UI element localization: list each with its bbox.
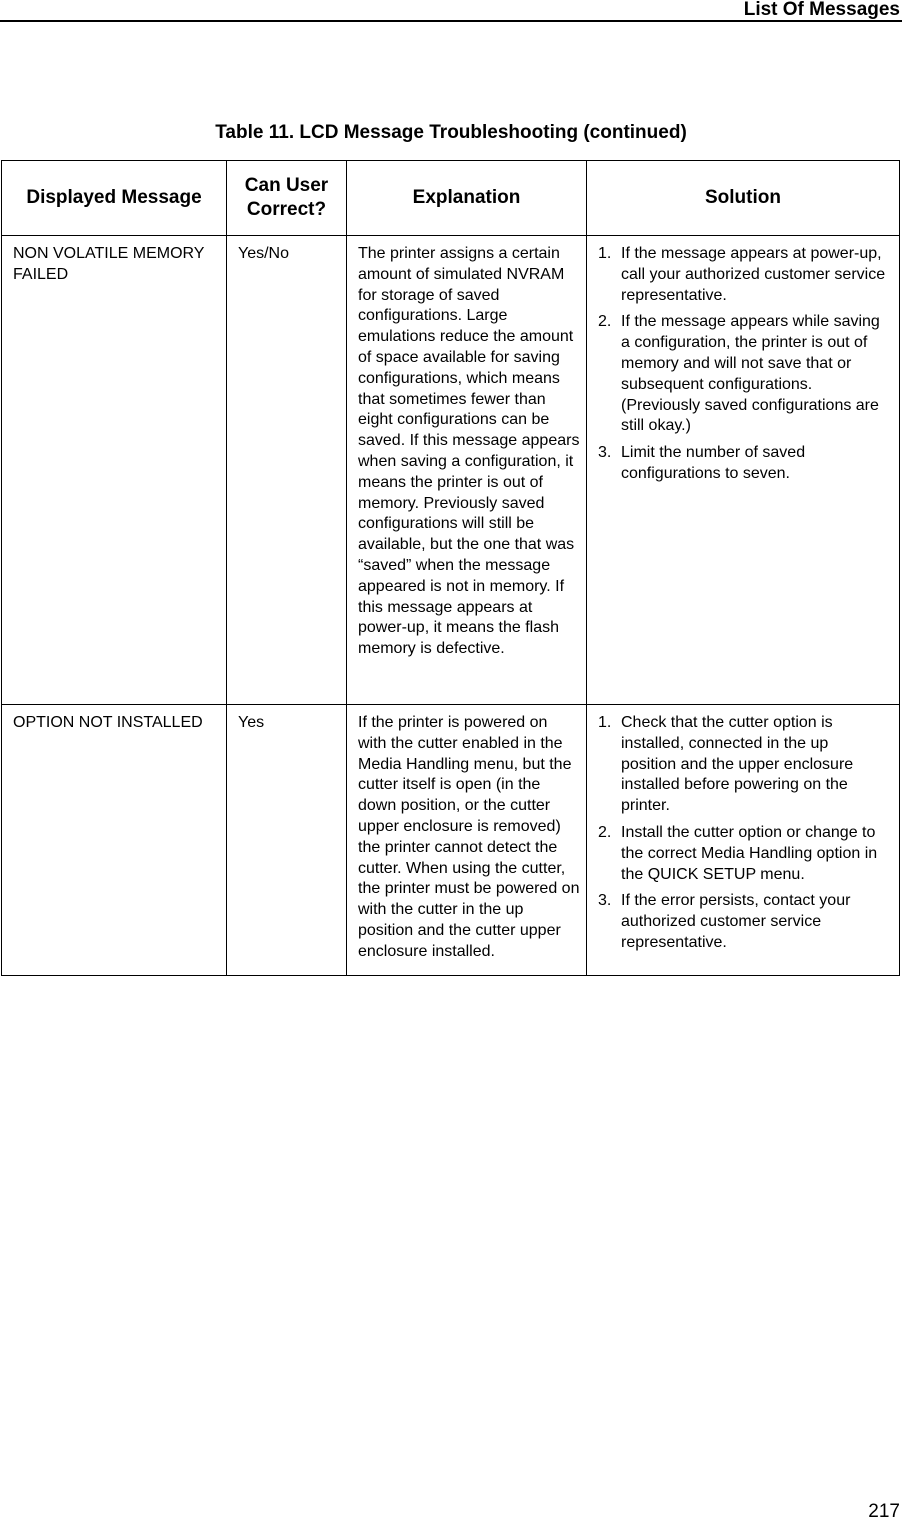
page-number: 217 [868,1501,900,1522]
solution-step [598,823,887,885]
step-text: If the message appears at power-up, call your authorized customer service representative. [621,245,886,304]
step-number: 3. [598,892,612,910]
step-number: 3. [598,444,612,462]
column-header-displayed-message: Displayed Message [2,161,227,236]
table-row [2,705,900,976]
solution-step [598,312,887,437]
column-header-explanation: Explanation [347,161,587,236]
cell-displayed-message: NON VOLATILE MEMORY FAILED [2,236,227,705]
solution-step [598,443,887,485]
step-number: 2. [598,313,612,331]
column-header-solution: Solution [587,161,900,236]
solution-step [598,244,887,306]
cell-solution [587,705,900,976]
cell-explanation: If the printer is powered on with the cutter enabled in the Media Handling menu, but the cutter itself is open (in the down position, or the cutter upper enclosure is removed) the printer cannot detect the cutter. When using the cutter, the printer must be powered on with the cutter in the up position and the cutter upper enclosure installed. [347,705,587,976]
step-text: Limit the number of saved configurations to seven. [621,444,806,482]
solution-list [598,244,887,485]
table-title: Table 11. LCD Message Troubleshooting (continued) [215,122,687,143]
step-text: If the error persists, contact your authorized customer service representative. [621,892,851,951]
column-header-can-user-correct: Can User Correct? [227,161,347,236]
table-header-row [2,161,900,236]
header-rule [0,20,902,22]
step-number: 1. [598,245,612,262]
cell-displayed-message: OPTION NOT INSTALLED [2,705,227,976]
step-number: 2. [598,823,612,841]
cell-explanation: The printer assigns a certain amount of simulated NVRAM for storage of saved configurations. Large emulations reduce the amount of space available for saving configurations, which means that sometimes fewer than eight configurations can be saved. If this message appears when saving a configuration, it means the printer is out of memory. Previously saved configurations will still be available, but the one that was “saved” when the message appeared is not in memory. If this message appears at power-up, it means the flash memory is defective. [347,236,587,705]
solution-step [598,891,887,953]
step-text: Check that the cutter option is installed, connected in the up position and the upper enclosure installed before powering on the printer. [621,714,854,815]
step-text: Install the cutter option or change to the correct Media Handling option in the QUICK SETUP menu. [621,823,878,883]
cell-can-user-correct: Yes [227,705,347,976]
solution-step [598,713,887,817]
table-row [2,236,900,705]
running-header-title: List Of Messages [743,0,900,20]
step-number: 1. [598,714,612,731]
step-text: If the message appears while saving a configuration, the printer is out of memory and will not save that or subsequent configurations. (Previously saved configurations are still okay.) [621,313,880,435]
solution-list [598,713,887,954]
cell-can-user-correct: Yes/No [227,236,347,705]
troubleshooting-table [1,160,900,976]
cell-solution [587,236,900,705]
